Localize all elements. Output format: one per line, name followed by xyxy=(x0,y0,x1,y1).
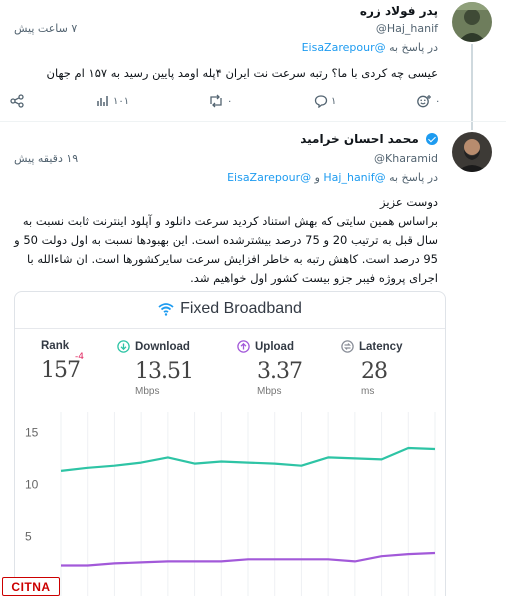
upload-icon xyxy=(237,340,250,353)
reply-target-link[interactable]: @EisaZarepour xyxy=(301,41,386,54)
tweet-text: براساس همین سایتی که بهش استناد کردید سرعت دانلود و آپلود اینترنت ثابت نسبت به سال قبل به ترتیب 20 و 75 درصد بیشترشده است. این بهبودها نسبت به اول دولت 50 و 95 درصد است. کاهش رتبه به خاطر افزایش سرعت سایرکشورها است. ان شاءالله با اجرای پروژه فیبر جزو بیست کشور اول خواهیم شد. xyxy=(14,214,438,285)
like-count: ۰ xyxy=(435,95,441,107)
watermark-text: CITNA xyxy=(11,579,51,594)
timestamp[interactable]: ۷ ساعت پیش xyxy=(14,22,78,35)
metric-label xyxy=(341,340,402,353)
user-handle[interactable]: @Kharamid xyxy=(374,152,438,165)
card-separator xyxy=(15,328,445,329)
reply-button[interactable] xyxy=(314,94,336,108)
reply-context xyxy=(227,171,438,184)
like-button[interactable] xyxy=(416,94,440,108)
views-value: ۱۰۱ xyxy=(113,95,130,107)
metric-rank xyxy=(41,340,84,383)
metric-value: 28 xyxy=(361,359,387,384)
retweet-count: ۰ xyxy=(227,95,233,107)
metric-label-text: Upload xyxy=(255,340,294,353)
display-name-text: محمد احسان خرامید xyxy=(300,132,419,146)
y-tick-label: 10 xyxy=(25,477,39,492)
reply-context xyxy=(302,41,438,54)
metric-value: 13.51 xyxy=(135,359,193,384)
tweet-text: عیسی چه کردی با ما؟ رتبه سرعت نت ایران ۴پله اومد پایین رسید به ۱۵۷ ام جهان xyxy=(46,66,438,80)
metric-label-text: Latency xyxy=(359,340,403,353)
tweet-1[interactable] xyxy=(0,0,506,122)
share-icon xyxy=(10,94,24,108)
metric-label-text: Download xyxy=(135,340,190,353)
download-icon xyxy=(117,340,130,353)
reaction-icon xyxy=(416,94,432,108)
share-button[interactable] xyxy=(10,94,24,108)
reply-icon xyxy=(314,94,328,108)
metric-label: Rank xyxy=(41,340,70,352)
avatar[interactable] xyxy=(452,132,492,172)
metric-latency xyxy=(341,340,402,397)
reply-and: و xyxy=(314,171,320,184)
y-tick-label: 15 xyxy=(25,425,39,440)
metric-label xyxy=(237,340,302,353)
metric-unit: Mbps xyxy=(257,386,282,397)
metric-upload xyxy=(237,340,302,397)
speedtest-card-image[interactable] xyxy=(14,291,446,596)
y-tick-label: 5 xyxy=(25,529,32,544)
metric-unit: ms xyxy=(361,386,375,397)
timestamp[interactable]: ۱۹ دقیقه پیش xyxy=(14,152,79,165)
card-title xyxy=(15,300,445,318)
retweet-icon xyxy=(208,94,224,108)
reply-count: ۱ xyxy=(331,95,337,107)
verified-badge-icon xyxy=(426,133,438,145)
speed-history-chart xyxy=(15,412,446,596)
display-name[interactable]: پدر فولاد زره xyxy=(359,4,438,18)
views-icon xyxy=(96,94,110,108)
user-handle[interactable]: @Haj_hanif xyxy=(375,22,438,35)
avatar[interactable] xyxy=(452,2,492,42)
views-count[interactable] xyxy=(96,94,129,108)
retweet-button[interactable] xyxy=(208,94,232,108)
rank-delta: -4 xyxy=(75,352,84,362)
reply-prefix: در پاسخ به xyxy=(389,41,438,54)
metric-label xyxy=(117,340,193,353)
reply-prefix: در پاسخ به xyxy=(389,171,438,184)
metric-value: 3.37 xyxy=(257,359,302,384)
tweet-actions xyxy=(10,94,446,112)
avatar-image xyxy=(452,132,492,172)
display-name[interactable] xyxy=(300,132,438,146)
metric-value: 157 xyxy=(41,358,80,383)
metric-download xyxy=(117,340,193,397)
avatar-image xyxy=(452,2,492,42)
metric-unit: Mbps xyxy=(135,386,160,397)
reply-target-link[interactable]: @EisaZarepour xyxy=(227,171,312,184)
latency-icon xyxy=(341,340,354,353)
citna-watermark-logo xyxy=(2,577,60,596)
tweet-greeting: دوست عزیز xyxy=(379,195,438,209)
reply-target-link[interactable]: @Haj_hanif xyxy=(323,171,386,184)
wifi-icon xyxy=(158,302,174,316)
card-title-text: Fixed Broadband xyxy=(180,300,302,317)
